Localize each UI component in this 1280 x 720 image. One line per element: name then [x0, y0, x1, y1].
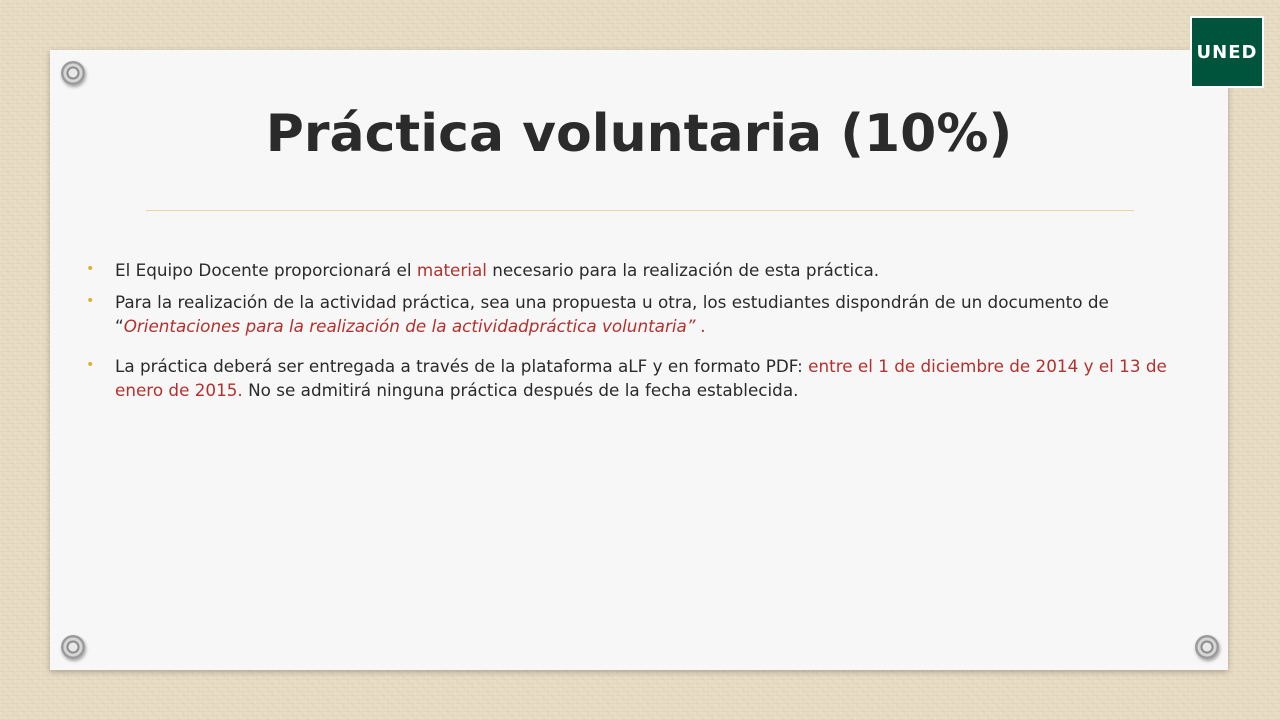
bullet-highlight: entre el 1 de diciembre de 2014 y el 13 de enero de 2015.: [115, 356, 1167, 400]
bullet-item: [86, 354, 1200, 402]
bullet-text: La práctica deberá ser entregada a través de la plataforma aLF y en formato PDF:: [115, 356, 809, 376]
title-divider: [146, 210, 1134, 211]
pushpin-icon: [61, 635, 85, 659]
bullet-list: [86, 258, 1200, 410]
uned-logo: [1190, 16, 1264, 88]
bullet-item: [86, 290, 1200, 338]
bullet-dot-icon: •: [86, 357, 95, 373]
bullet-dot-icon: •: [86, 261, 95, 277]
bullet-dot-icon: •: [86, 293, 95, 309]
bullet-text: El Equipo Docente proporcionará el: [115, 260, 417, 280]
bullet-highlight: Orientaciones para la realización de la actividadpráctica voluntaria” .: [123, 316, 707, 336]
bullet-highlight: material: [416, 260, 487, 280]
pushpin-icon: [1195, 635, 1219, 659]
logo-text: UNED: [1196, 41, 1258, 63]
bullet-text: necesario para la realización de esta práctica.: [486, 260, 880, 280]
slide-title: Práctica voluntaria (10%): [265, 104, 1013, 164]
bullet-text: No se admitirá ninguna práctica después de la fecha establecida.: [242, 380, 799, 400]
bullet-item: [86, 258, 1200, 282]
pushpin-icon: [61, 61, 85, 85]
bullet-text: Para la realización de la actividad práctica, sea una propuesta u otra, los estudiantes dispondrán de un documento de “: [115, 292, 1109, 336]
